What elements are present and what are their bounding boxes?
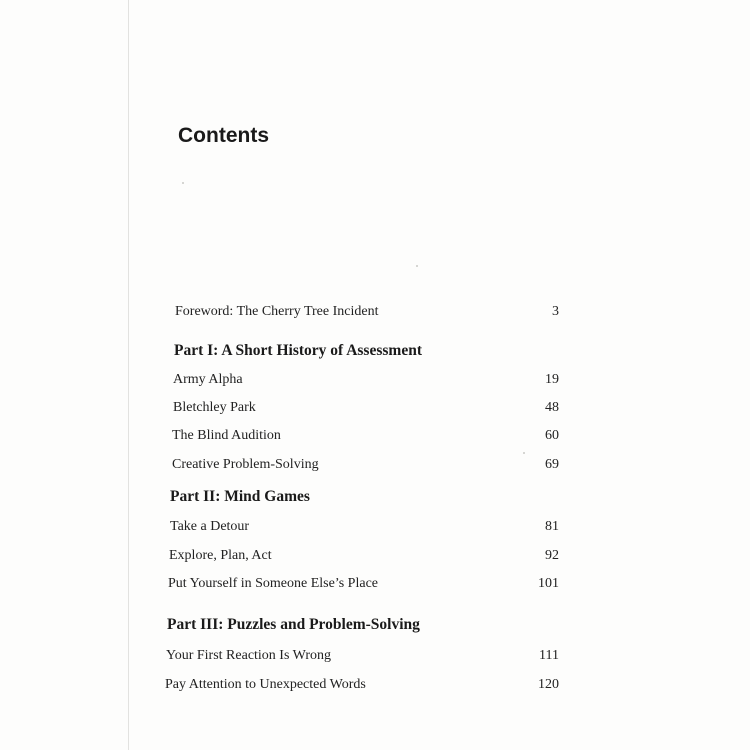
toc-entry[interactable] <box>172 454 559 476</box>
toc-entry[interactable] <box>168 573 559 595</box>
entry-page-number: 120 <box>538 677 559 692</box>
toc-entry[interactable] <box>172 425 559 447</box>
part-heading-1 <box>174 340 558 362</box>
entry-title: Foreword: The Cherry Tree Incident <box>175 304 379 319</box>
entry-page-number: 101 <box>538 576 559 591</box>
part-heading-2 <box>170 486 558 508</box>
toc-entry-foreword[interactable] <box>175 301 559 323</box>
entry-page-number: 92 <box>545 548 559 563</box>
entry-title: Bletchley Park <box>173 400 256 415</box>
toc-entry[interactable] <box>165 674 559 696</box>
entry-page-number: 111 <box>539 648 559 663</box>
entry-page-number: 3 <box>552 304 559 319</box>
toc-entry[interactable] <box>173 369 559 391</box>
entry-page-number: 69 <box>545 457 559 472</box>
entry-title: Put Yourself in Someone Else’s Place <box>168 576 378 591</box>
toc-entry[interactable] <box>169 545 559 567</box>
toc-entry[interactable] <box>170 516 559 538</box>
part-heading-3 <box>167 614 559 636</box>
part-title: Part III: Puzzles and Problem-Solving <box>167 616 420 633</box>
entry-title: Pay Attention to Unexpected Words <box>165 677 366 692</box>
part-title: Part II: Mind Games <box>170 488 310 505</box>
entry-page-number: 48 <box>545 400 559 415</box>
entry-page-number: 81 <box>545 519 559 534</box>
toc-entry[interactable] <box>166 645 559 667</box>
entry-title: Your First Reaction Is Wrong <box>166 648 331 663</box>
contents-heading: Contents <box>178 124 269 147</box>
toc-entry[interactable] <box>173 397 559 419</box>
entry-page-number: 60 <box>545 428 559 443</box>
entry-title: Army Alpha <box>173 372 243 387</box>
entry-title: The Blind Audition <box>172 428 281 443</box>
entry-title: Explore, Plan, Act <box>169 548 272 563</box>
entry-title: Take a Detour <box>170 519 250 534</box>
part-title: Part I: A Short History of Assessment <box>174 342 422 359</box>
entry-page-number: 19 <box>545 372 559 387</box>
entry-title: Creative Problem-Solving <box>172 457 319 472</box>
